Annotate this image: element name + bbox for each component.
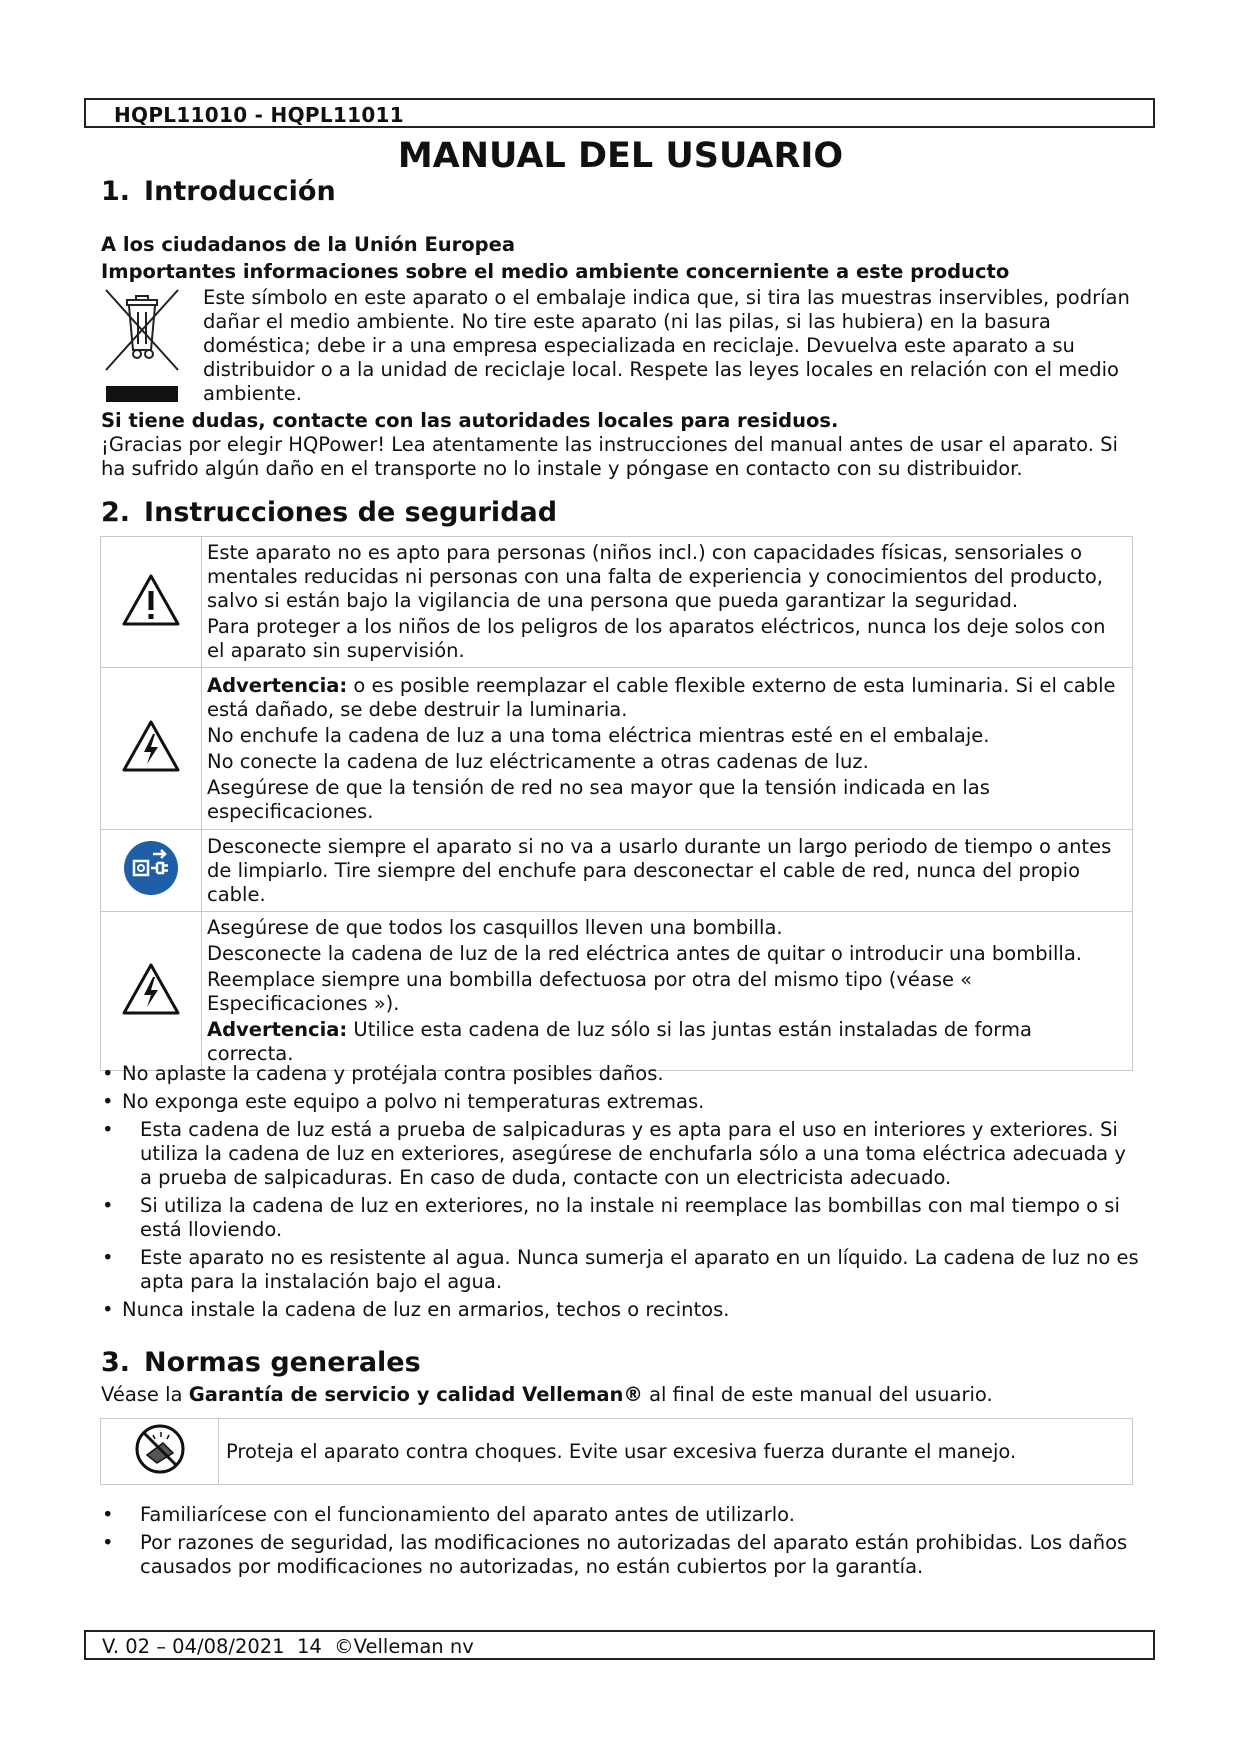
- safety-text: Desconecte siempre el aparato si no va a usarlo durante un largo periodo de tiempo o antes de limpiarlo. Tire siempre del enchufe para desconectar el cable de red, nunca del propio cable.: [207, 834, 1112, 906]
- section-1-heading: [101, 176, 336, 207]
- safety-text: Proteja el aparato contra choques. Evite usar excesiva fuerza durante el manejo.: [226, 1439, 1017, 1463]
- section-3-number: 3.: [101, 1347, 131, 1378]
- footer-text: V. 02 – 04/08/2021 14 ©Velleman nv: [102, 1635, 474, 1658]
- warning-triangle-icon: [121, 573, 181, 627]
- footer-box: [84, 1630, 1155, 1660]
- warning-text: Utilice esta cadena de luz sólo si las juntas están instaladas de forma correcta.: [207, 1018, 1032, 1065]
- unplug-icon: [123, 840, 179, 896]
- safety-row: [101, 668, 1133, 830]
- safety-text: Reemplace siempre una bombilla defectuosa por otra del mismo tipo (véase « Especificaciones »).: [207, 968, 973, 1015]
- safety-row: [101, 537, 1133, 668]
- warning-label: Advertencia:: [207, 1018, 348, 1041]
- electric-hazard-icon: [121, 962, 181, 1016]
- crossed-bin-icon: [100, 284, 184, 376]
- doubt-line: Si tiene dudas, contacte con las autoridades locales para residuos.: [101, 409, 839, 432]
- section-2-title: Instrucciones de seguridad: [144, 497, 558, 528]
- thanks-paragraph: ¡Gracias por elegir HQPower! Lea atentamente las instrucciones del manual antes de usar el aparato. Si ha sufrido algún daño en el transporte no lo instale y póngase en contacto con su distribuidor.: [101, 433, 1118, 480]
- safety-row: [101, 830, 1133, 912]
- safety-text: No conecte la cadena de luz eléctricamente a otras cadenas de luz.: [207, 749, 869, 773]
- safety-text: Asegúrese de que todos los casquillos lleven una bombilla.: [207, 916, 783, 939]
- list-item: • Si utiliza la cadena de luz en exteriores, no la instale ni reemplace las bombillas con mal tiempo o si está lloviendo.: [102, 1194, 1120, 1241]
- safety-text: No enchufe la cadena de luz a una toma eléctrica mientras esté en el embalaje.: [207, 723, 990, 747]
- section-1-number: 1.: [101, 176, 131, 207]
- eu-title: A los ciudadanos de la Unión Europea: [101, 233, 516, 256]
- list-item: • Por razones de seguridad, las modificaciones no autorizadas del aparato están prohibidas. Los daños causados por modificaciones no autorizadas, no están cubiertos por la garantía.: [102, 1531, 1128, 1578]
- safety-table: [100, 536, 1133, 1071]
- section-3-heading: [101, 1347, 421, 1378]
- weee-black-bar: [106, 386, 178, 402]
- list-item: • Nunca instale la cadena de luz en armarios, techos o recintos.: [102, 1298, 730, 1321]
- safety-text: Para proteger a los niños de los peligros de los aparatos eléctricos, nunca los deje solos con el aparato sin supervisión.: [207, 615, 1106, 662]
- list-item: • Esta cadena de luz está a prueba de salpicaduras y es apta para el uso en interiores y exteriores. Si utiliza la cadena de luz en exteriores, asegúrese de enchufarla sólo a una toma eléctrica adecuada y a prueba de salpicaduras. En caso de duda, contacte con un electricista adecuado.: [102, 1118, 1126, 1189]
- warning-text: o es posible reemplazar el cable flexible externo de esta luminaria. Si el cable está dañado, se debe destruir la luminaria.: [207, 673, 1116, 721]
- safety-bullet-list: [100, 1062, 1140, 1326]
- list-item: • Este aparato no es resistente al agua. Nunca sumerja el aparato en un líquido. La cadena de luz no es apta para la instalación bajo el agua.: [102, 1246, 1139, 1293]
- header-box: [84, 98, 1155, 128]
- safety-row: [101, 1419, 1133, 1485]
- safety-text: Este aparato no es apto para personas (niños incl.) con capacidades físicas, sensoriales o mentales reducidas ni personas con una falta de experiencia y conocimientos del producto, salvo si están bajo la vigilancia de una persona que pueda garantizar la seguridad.: [207, 541, 1103, 612]
- section-3-title: Normas generales: [144, 1347, 421, 1378]
- general-table: [100, 1418, 1133, 1485]
- electric-hazard-icon: [121, 719, 181, 773]
- list-item: • No exponga este equipo a polvo ni temperaturas extremas.: [102, 1090, 705, 1113]
- warning-label: Advertencia:: [207, 673, 348, 697]
- no-shock-icon: [131, 1423, 189, 1475]
- list-item: • No aplaste la cadena y protéjala contra posibles daños.: [102, 1062, 664, 1085]
- section-2-number: 2.: [101, 497, 131, 528]
- general-bullet-list: [100, 1503, 1140, 1583]
- env-paragraph: Este símbolo en este aparato o el embalaje indica que, si tira las muestras inservibles, podrían dañar el medio ambiente. No tire este aparato (ni las pilas, si las hubiera) en la basura doméstica; debe ir a una empresa especializada en reciclaje. Devuelva este aparato a su distribuidor o a la unidad de reciclaje local. Respete las leyes locales en relación con el medio ambiente.: [203, 286, 1130, 405]
- list-item: • Familiarícese con el funcionamiento del aparato antes de utilizarlo.: [102, 1503, 795, 1526]
- safety-text: Desconecte la cadena de luz de la red eléctrica antes de quitar o introducir una bombilla.: [207, 942, 1082, 965]
- warranty-reference: Véase la Garantía de servicio y calidad Velleman® al final de este manual del usuario.: [101, 1383, 993, 1406]
- warranty-name: Garantía de servicio y calidad Velleman®: [188, 1383, 643, 1406]
- section-1-title: Introducción: [144, 176, 336, 207]
- safety-row: [101, 912, 1133, 1071]
- model-code: HQPL11010 - HQPL11011: [114, 103, 404, 127]
- page-title: MANUAL DEL USUARIO: [397, 136, 844, 176]
- safety-text: Asegúrese de que la tensión de red no sea mayor que la tensión indicada en las especificaciones.: [207, 775, 990, 823]
- env-title: Importantes informaciones sobre el medio ambiente concerniente a este producto: [101, 260, 1010, 283]
- section-2-heading: [101, 497, 557, 528]
